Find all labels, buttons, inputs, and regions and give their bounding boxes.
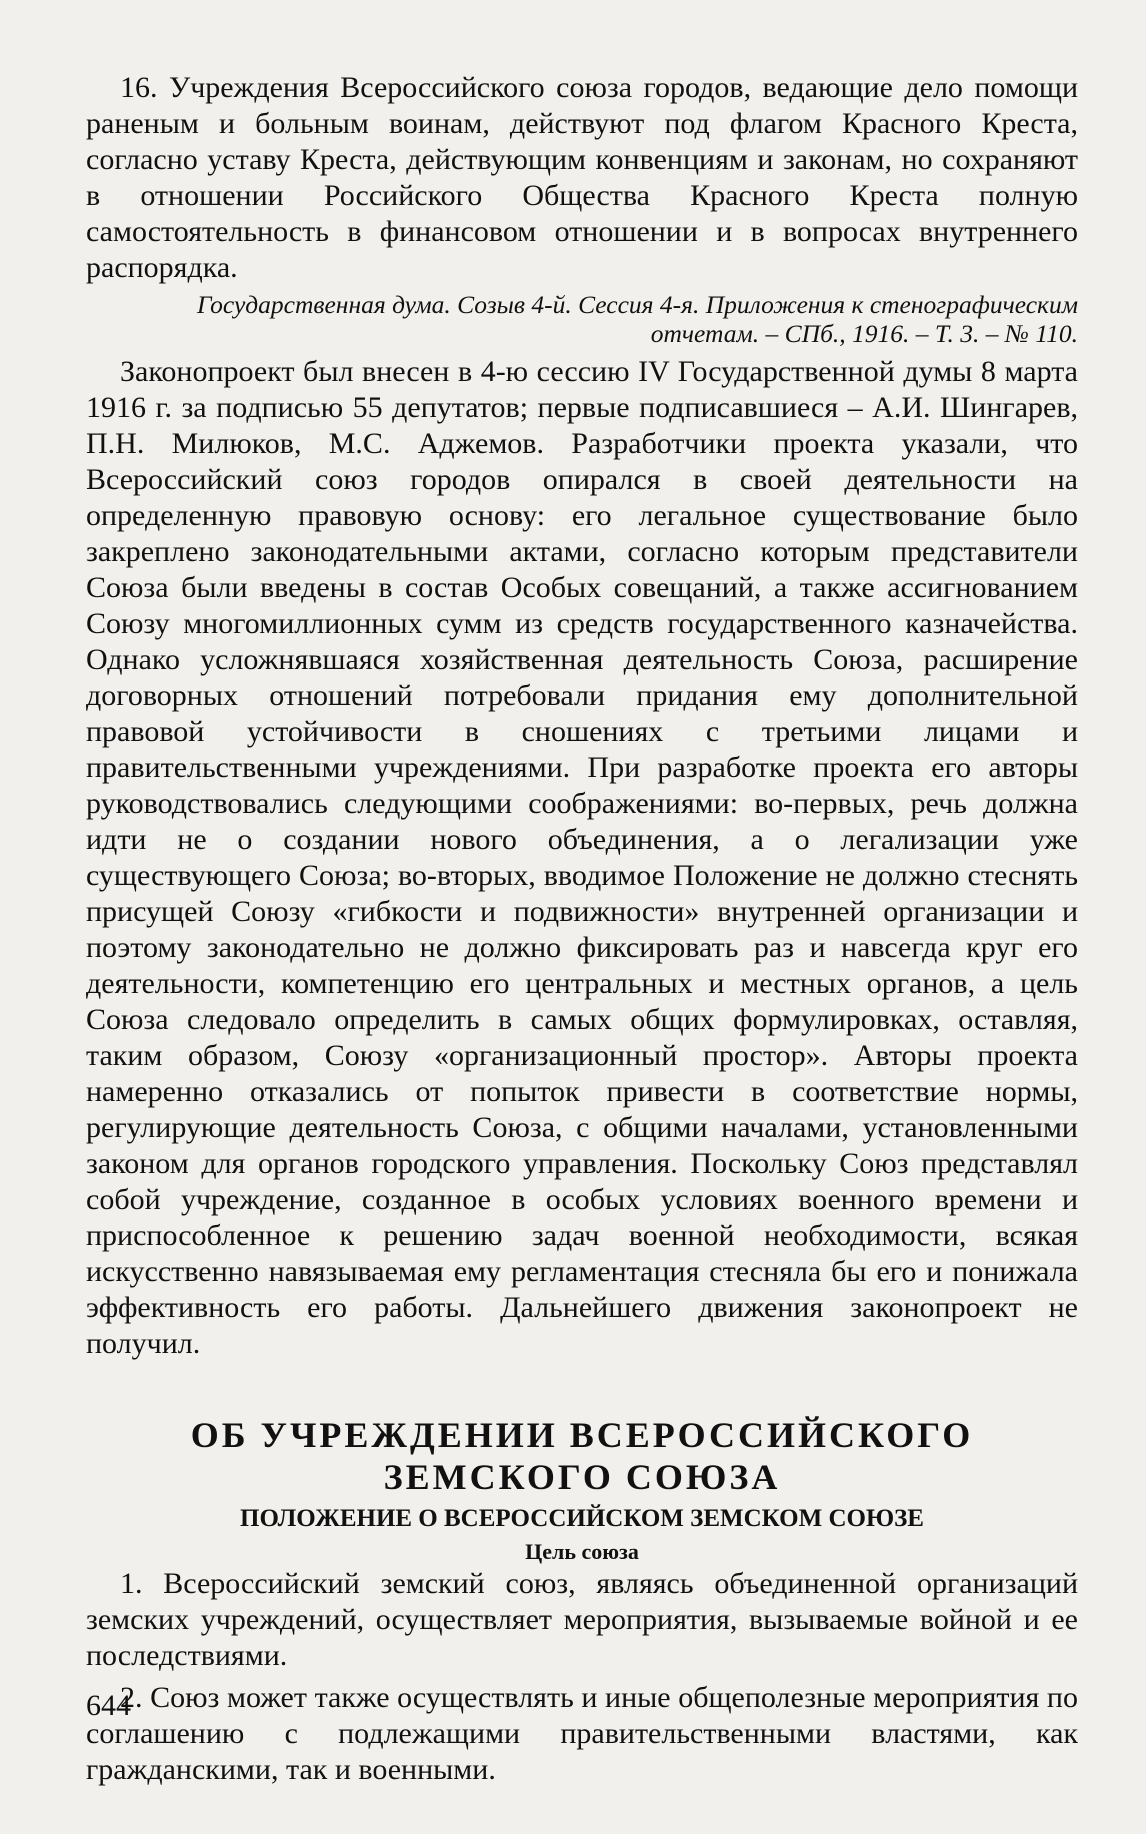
article-1-paragraph: 1. Всероссийский земский союз, являясь объединенной организаций земских учреждений, осуществляет мероприятия, вызываемые войной и ее последствиями. — [86, 1567, 1078, 1672]
page-number: 644 — [86, 1689, 131, 1722]
section-title: ОБ УЧРЕЖДЕНИИ ВСЕРОССИЙСКОГО ЗЕМСКОГО СОЮЗА — [190, 1415, 974, 1497]
source-citation-line-2: отчетам. – СПб., 1916. – Т. 3. – № 110. — [650, 319, 1078, 348]
article-16-paragraph: 16. Учреждения Всероссийского союза городов, ведающие дело помощи раненым и больным воинам, действуют под флагом Красного Креста, согласно уставу Креста, действующим конвенциям и законам, но сохраняют в отношении Российского Общества Красного Креста полную самостоятельность в финансовом отношении и в вопросах внутреннего распорядка. — [86, 71, 1078, 284]
commentary-paragraph: Законопроект был внесен в 4-ю сессию IV Государственной думы 8 марта 1916 г. за подписью 55 депутатов; первые подписавшиеся – А.И. Шингарев, П.Н. Милюков, М.С. Аджемов. Разработчики проекта указали, что Всероссийский союз городов опирался в своей деятельности на определенную правовую основу: его легальное существование было закреплено законодательными актами, согласно которым представители Союза были введены в состав Особых совещаний, а также ассигнованием Союзу многомиллионных сумм из средств государственного казначейства. Однако усложнявшаяся хозяйственная деятельность Союза, расширение договорных отношений потребовали придания ему дополнительной правовой устойчивости в сношениях с третьими лицами и правительственными учреждениями. При разработке проекта его авторы руководствовались следующими соображениями: во-первых, речь должна идти не о создании нового объединения, а о легализации уже существующего Союза; во-вторых, вводимое Положение не должно стеснять присущей Союзу «гибкости и подвижности» внутренней организации и поэтому законодательно не должно фиксировать раз и навсегда круг его деятельности, компетенцию его центральных и местных органов, а цель Союза следовало определить в самых общих формулировках, оставляя, таким образом, Союзу «организационный простор». Авторы проекта намеренно отказались от попыток привести в соответствие нормы, регулирующие деятельность Союза, с общими началами, установленными законом для органов городского управления. Поскольку Союз представлял собой учреждение, созданное в особых условиях военного времени и приспособленное к решению задач военной необходимости, всякая искусственно навязываемая ему регламентация стесняла бы его и понижала эффективность его работы. Дальнейшего движения законопроект не получил. — [86, 355, 1078, 1360]
article-2-paragraph: 2. Союз может также осуществлять и иные общеполезные мероприятия по соглашению с подлежащими правительственными властями, как гражданскими, так и военными. — [86, 1681, 1078, 1786]
section-subtitle: ПОЛОЖЕНИЕ О ВСЕРОССИЙСКОМ ЗЕМСКОМ СОЮЗЕ — [240, 1505, 924, 1532]
source-citation-line-1: Государственная дума. Созыв 4-й. Сессия 4-я. Приложения к стенографическим — [196, 290, 1078, 319]
source-citation — [86, 290, 1078, 348]
section-subheading: Цель союза — [525, 1539, 639, 1564]
